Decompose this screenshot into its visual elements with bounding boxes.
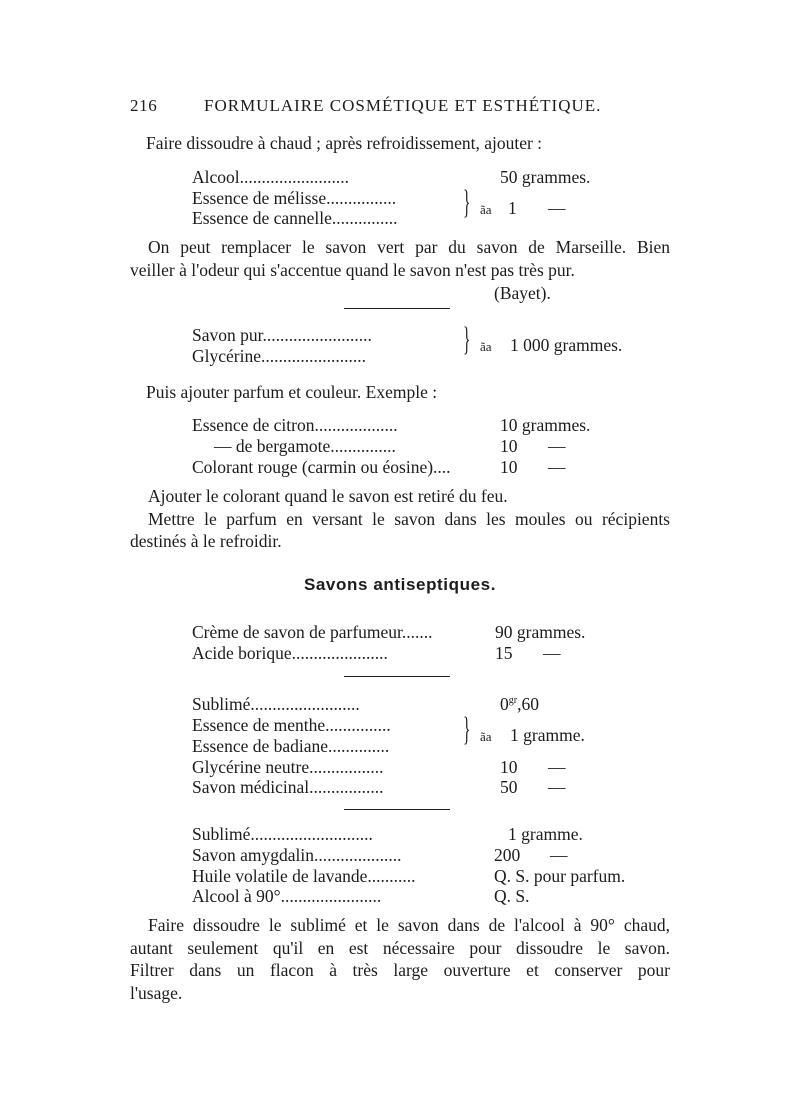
ana-note: ãa [480,339,492,354]
ingredient-qty: Q. S. pour parfum. [494,866,626,886]
group-unit: — [548,198,566,218]
ingredient-label: Savon pur......................... [192,325,372,345]
ingredient-qty: Q. S. [494,886,530,906]
ingredient-unit: — [550,845,568,865]
ingredient-label: Colorant rouge (carmin ou éosine).... [192,457,451,477]
running-title: FORMULAIRE COSMÉTIQUE ET ESTHÉTIQUE. [204,96,602,115]
brace-symbol: } [463,711,471,748]
ingredient-unit: — [543,643,561,663]
ingredient-label: Glycérine........................ [192,346,366,366]
ingredient-qty: 50 [500,777,518,797]
text-line: l'usage. [130,982,183,1003]
ingredient-label: Essence de menthe............... [192,715,391,735]
text-line: veiller à l'odeur qui s'accentue quand le savon n'est pas très pur. [130,259,575,280]
ingredient-qty: 1 gramme. [508,824,583,844]
ingredient-qty [500,693,539,715]
ingredient-label: Essence de citron................... [192,415,398,435]
ingredient-label: Essence de cannelle............... [192,208,398,228]
ana-note: ãa [480,202,492,217]
step-line: Puis ajouter parfum et couleur. Exemple : [146,382,438,402]
group-qty: 1 gramme. [510,725,585,745]
text-line: autant seulement qu'il en est nécessaire pour dissoudre le savon. [130,937,670,958]
ingredient-label: Savon amygdalin.................... [192,845,402,865]
ingredient-label: Essence de mélisse................ [192,188,397,208]
qty-integer: 0 [500,694,509,714]
ingredient-label: Savon médicinal................. [192,777,384,797]
ingredient-label: Alcool......................... [192,167,350,187]
page-number: 216 [130,96,158,115]
text-line: On peut remplacer le savon vert par du savon de Marseille. Bien [148,237,670,257]
ingredient-label: — de bergamote............... [214,436,396,456]
intro-line: Faire dissoudre à chaud ; après refroidissement, ajouter : [146,133,543,153]
ingredient-label: Sublimé......................... [192,694,360,714]
ingredient-qty: 10 grammes. [500,415,591,435]
qty-unit-sup: gr [508,695,518,707]
ingredient-label: Essence de badiane.............. [192,736,390,756]
ingredient-label: Glycérine neutre................. [192,757,384,777]
text-line: Ajouter le colorant quand le savon est retiré du feu. [148,486,508,506]
group-qty: 1 000 grammes. [510,335,623,355]
text-line: Mettre le parfum en versant le savon dans les moules ou récipients [148,508,670,529]
ingredient-qty: 10 [500,457,518,477]
ingredient-label: Acide borique...................... [192,643,388,663]
ingredient-label: Alcool à 90°....................... [192,886,382,906]
ingredient-unit: — [548,436,566,456]
section-heading: Savons antiseptiques. [303,575,497,594]
ingredient-qty: 50 grammes. [500,167,591,187]
closing-paragraph [130,914,670,1004]
ingredient-unit: — [548,777,566,797]
qty-decimal: ,60 [517,694,539,714]
source-citation: (Bayet). [494,283,551,303]
ingredient-qty: 10 [500,757,518,777]
ana-note: ãa [480,729,492,744]
note-paragraph [130,236,670,281]
brace-symbol: } [463,184,471,221]
text-line: Filtrer dans un flacon à très large ouverture et conserver pour [130,960,670,980]
ingredient-label: Huile volatile de lavande........... [192,866,416,886]
note-paragraph [130,485,670,553]
ingredient-qty: 15 [495,643,513,663]
text-line: destinés à le refroidir. [130,531,282,551]
text-line: Faire dissoudre le sublimé et le savon dans de l'alcool à 90° chaud, [148,915,670,935]
separator-rule [344,809,450,810]
ingredient-label: Crème de savon de parfumeur....... [192,622,433,642]
ingredient-label: Sublimé............................ [192,824,373,844]
ingredient-qty: 10 [500,436,518,456]
ingredient-qty: 200 [494,845,521,865]
ingredient-unit: — [548,757,566,777]
group-qty: 1 [508,198,517,218]
separator-rule [344,308,450,309]
ingredient-qty: 90 grammes. [495,622,586,642]
separator-rule [344,676,450,677]
brace-symbol: } [463,321,471,358]
ingredient-unit: — [548,457,566,477]
